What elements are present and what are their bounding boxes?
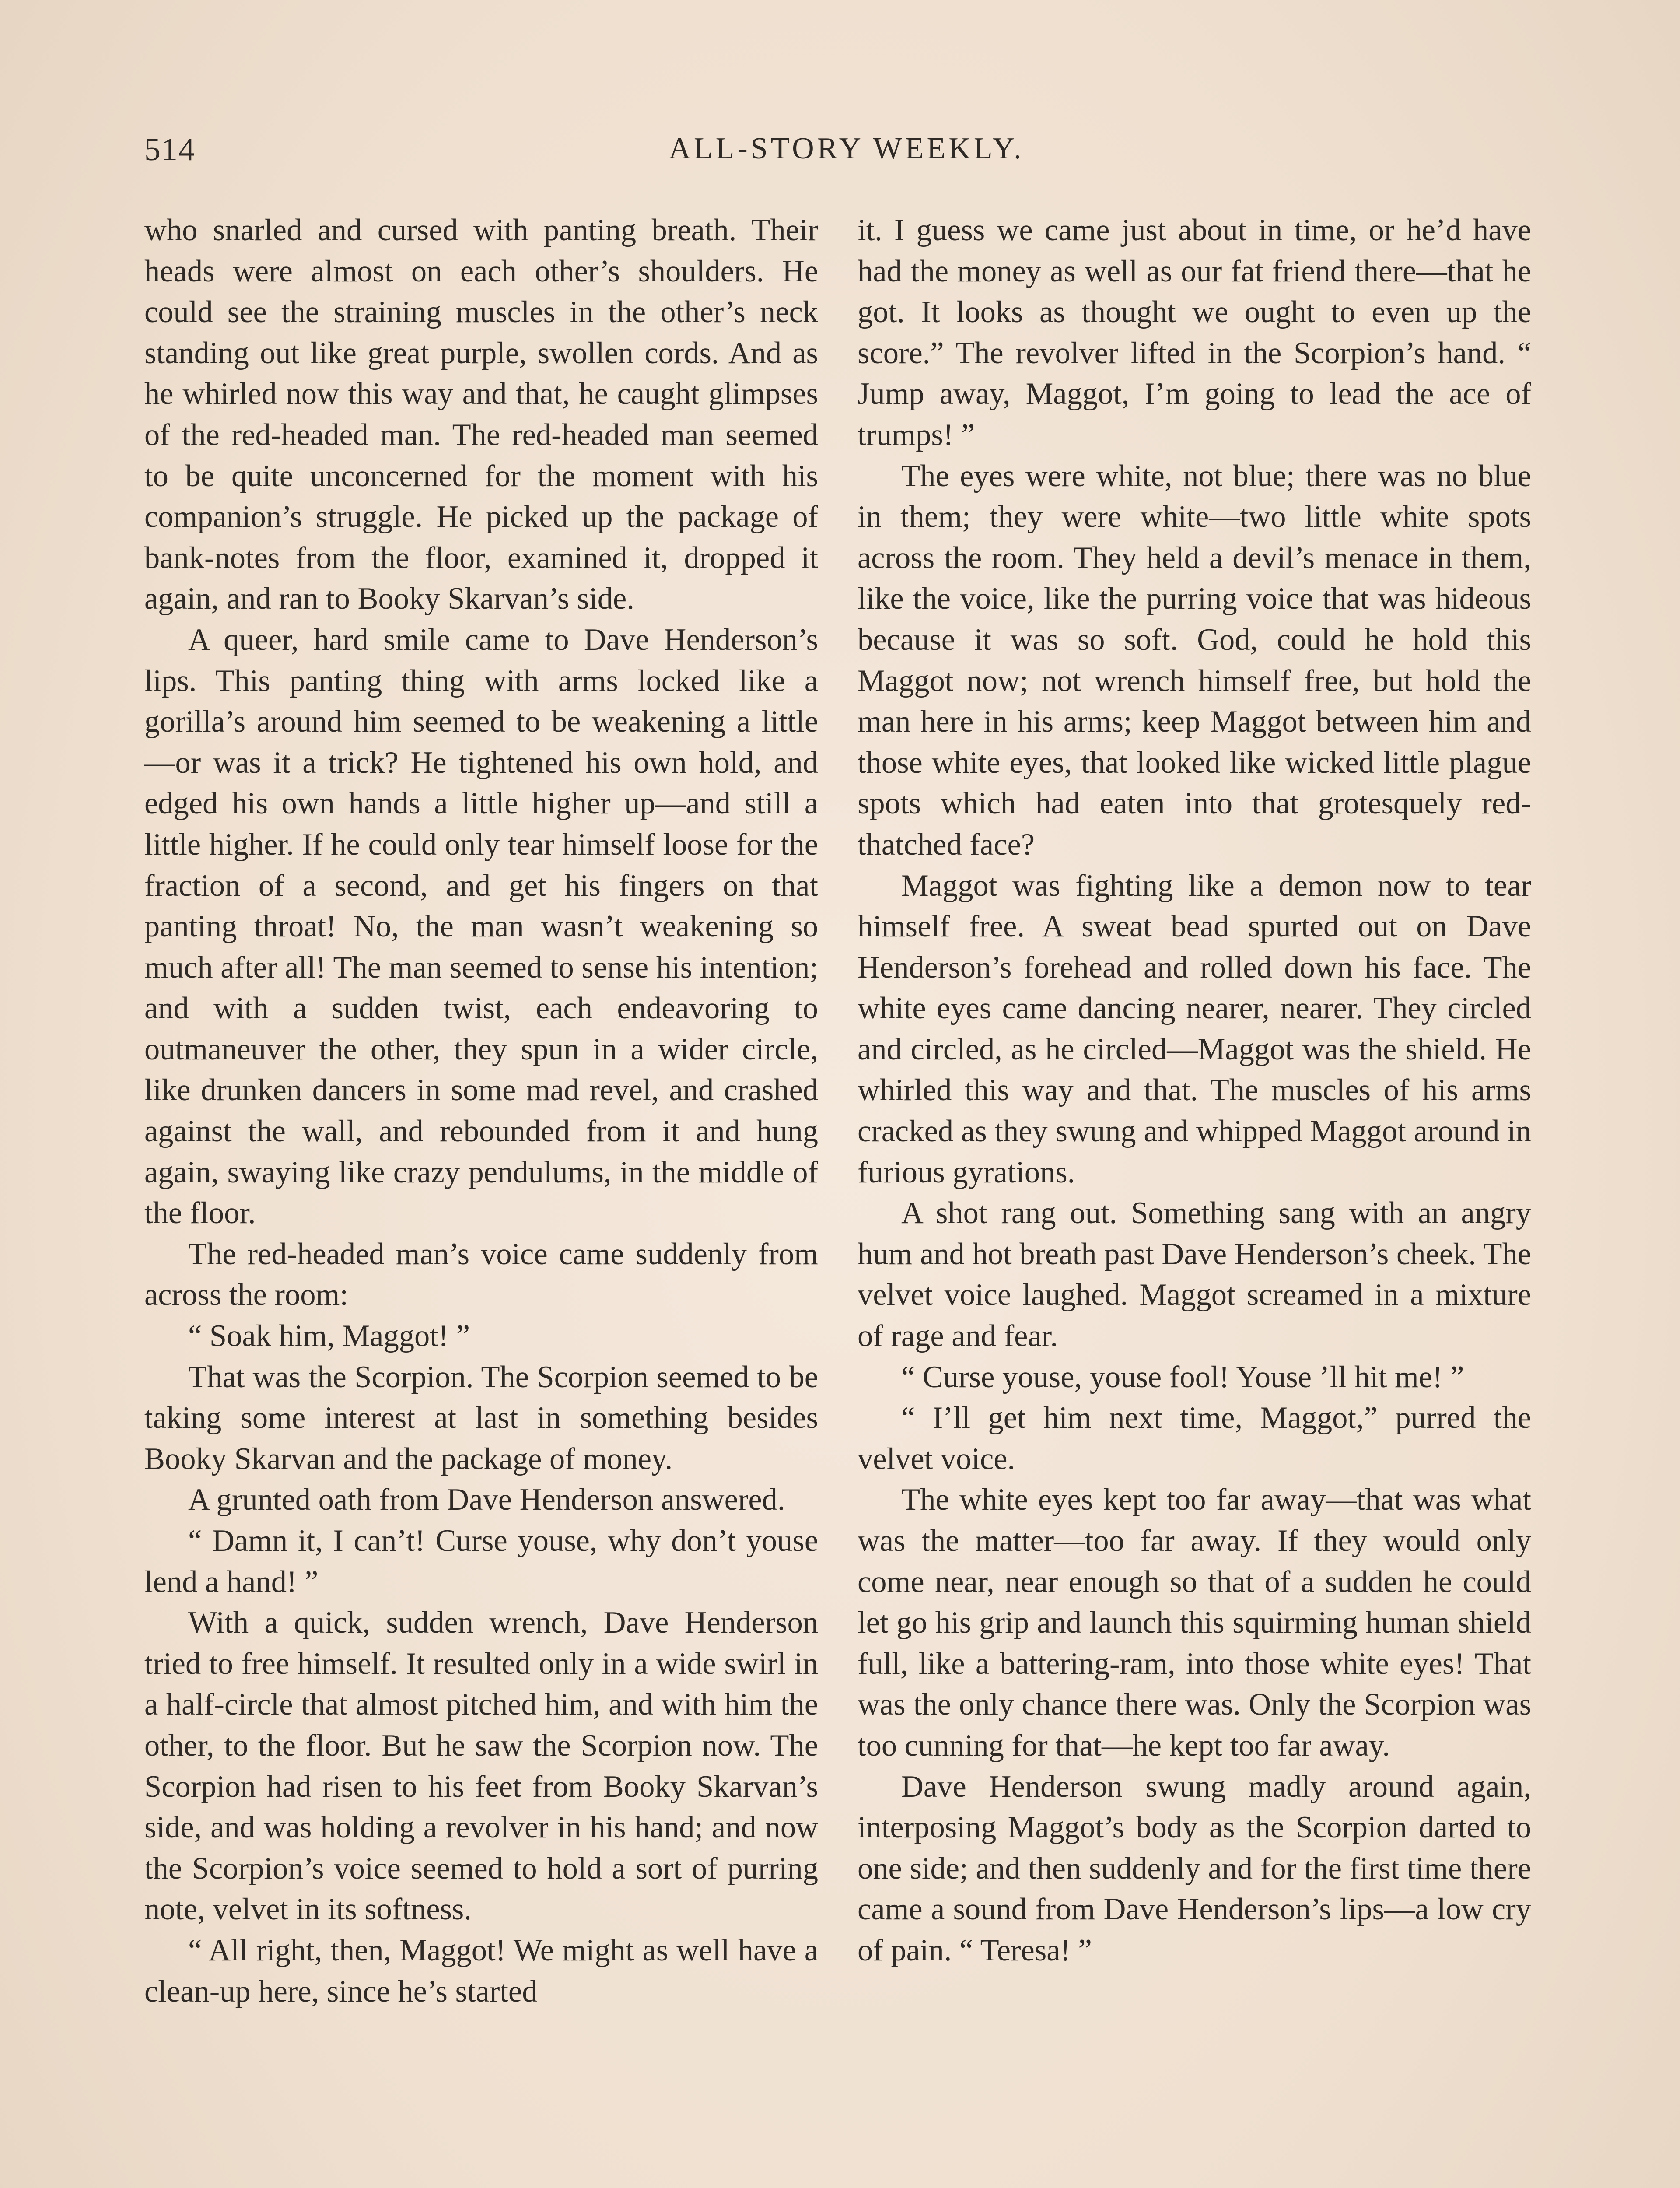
paragraph: Maggot was fighting like a demon now to tear himself free. A sweat bead spurted out on Dave Henderson’s forehead and rolled down his face. The white eyes came dancing nearer, nearer. They circled and circled, as he circled—Maggot was the shield. He whirled this way and that. The muscles of his arms cracked as they swung and whipped Maggot around in furious gyrations.	[858, 868, 1531, 1189]
paragraph: “ Curse youse, youse fool! Youse ’ll hit me! ”	[901, 1360, 1464, 1394]
page-header	[144, 131, 1549, 179]
paragraph: A queer, hard smile came to Dave Henderson’s lips. This panting thing with arms locked like a gorilla’s around him seemed to be weakening a little—or was it a trick? He tightened his own hold, and edged his own hands a little higher up—and still a little higher. If he could only tear himself loose for the fraction of a second, and get his fingers on that panting throat! No, the man wasn’t weakening so much after all! The man seemed to sense his intention; and with a sudden twist, each endeavoring to outmaneuver the other, they spun in a wider circle, like drunken dancers in some mad revel, and crashed against the wall, and rebounded from it and hung again, swaying like crazy pendulums, in the middle of the floor.	[144, 622, 818, 1231]
paragraph: A grunted oath from Dave Henderson answered.	[188, 1483, 785, 1517]
left-column	[144, 210, 818, 2188]
page-number: 514	[144, 132, 196, 168]
paragraph: That was the Scorpion. The Scorpion seemed to be taking some interest at last in something besides Booky Skarvan and the package of money.	[144, 1360, 818, 1476]
paragraph: who snarled and cursed with panting breath. Their heads were almost on each other’s shoulders. He could see the straining muscles in the other’s neck standing out like great purple, swollen cords. And as he whirled now this way and that, he caught glimpses of the red-headed man. The red-headed man seemed to be quite unconcerned for the moment with his companion’s struggle. He picked up the package of bank-notes from the floor, examined it, dropped it again, and ran to Booky Skarvan’s side.	[144, 213, 818, 616]
paragraph: The red-headed man’s voice came suddenly from across the room:	[144, 1237, 818, 1312]
paragraph: “ Damn it, I can’t! Curse youse, why don’t youse lend a hand! ”	[144, 1524, 818, 1599]
paragraph: The eyes were white, not blue; there was no blue in them; they were white—two little white spots across the room. They held a devil’s menace in them, like the voice, like the purring voice that was hideous because it was so soft. God, could he hold this Maggot now; not wrench himself free, but hold the man here in his arms; keep Maggot between him and those white eyes, that looked like wicked little plague spots which had eaten into that grotesquely red-thatched face?	[858, 459, 1531, 862]
paragraph: The white eyes kept too far away—that was what was the matter—too far away. If they would only come near, near enough so that of a sudden he could let go his grip and launch this squirming human shield full, like a battering-ram, into those white eyes! That was the only chance there was. Only the Scorpion was too cunning for that—he kept too far away.	[858, 1483, 1531, 1763]
paragraph: “ I’ll get him next time, Maggot,” purred the velvet voice.	[858, 1401, 1531, 1476]
running-title: ALL-STORY WEEKLY.	[668, 132, 1025, 165]
paragraph: Dave Henderson swung madly around again, interposing Maggot’s body as the Scorpion darted to one side; and then suddenly and for the first time there came a sound from Dave Henderson’s lips—a low cry of pain. “ Teresa! ”	[858, 1769, 1531, 1967]
paragraph: A shot rang out. Something sang with an angry hum and hot breath past Dave Henderson’s cheek. The velvet voice laughed. Maggot screamed in a mixture of rage and fear.	[858, 1196, 1531, 1353]
paragraph: With a quick, sudden wrench, Dave Henderson tried to free himself. It resulted only in a wide swirl in a half-circle that almost pitched him, and with him the other, to the floor. But he saw the Scorpion now. The Scorpion had risen to his feet from Booky Skarvan’s side, and was holding a revolver in his hand; and now the Scorpion’s voice seemed to hold a sort of purring note, velvet in its softness.	[144, 1606, 818, 1927]
paragraph: “ All right, then, Maggot! We might as well have a clean-up here, since he’s started	[144, 1933, 818, 2009]
paragraph: “ Soak him, Maggot! ”	[188, 1319, 470, 1353]
right-column	[858, 210, 1531, 2188]
paragraph: it. I guess we came just about in time, or he’d have had the money as well as our fat friend there—that he got. It looks as thought we ought to even up the score.” The revolver lifted in the Scorpion’s hand. “ Jump away, Maggot, I’m going to lead the ace of trumps! ”	[858, 213, 1531, 452]
